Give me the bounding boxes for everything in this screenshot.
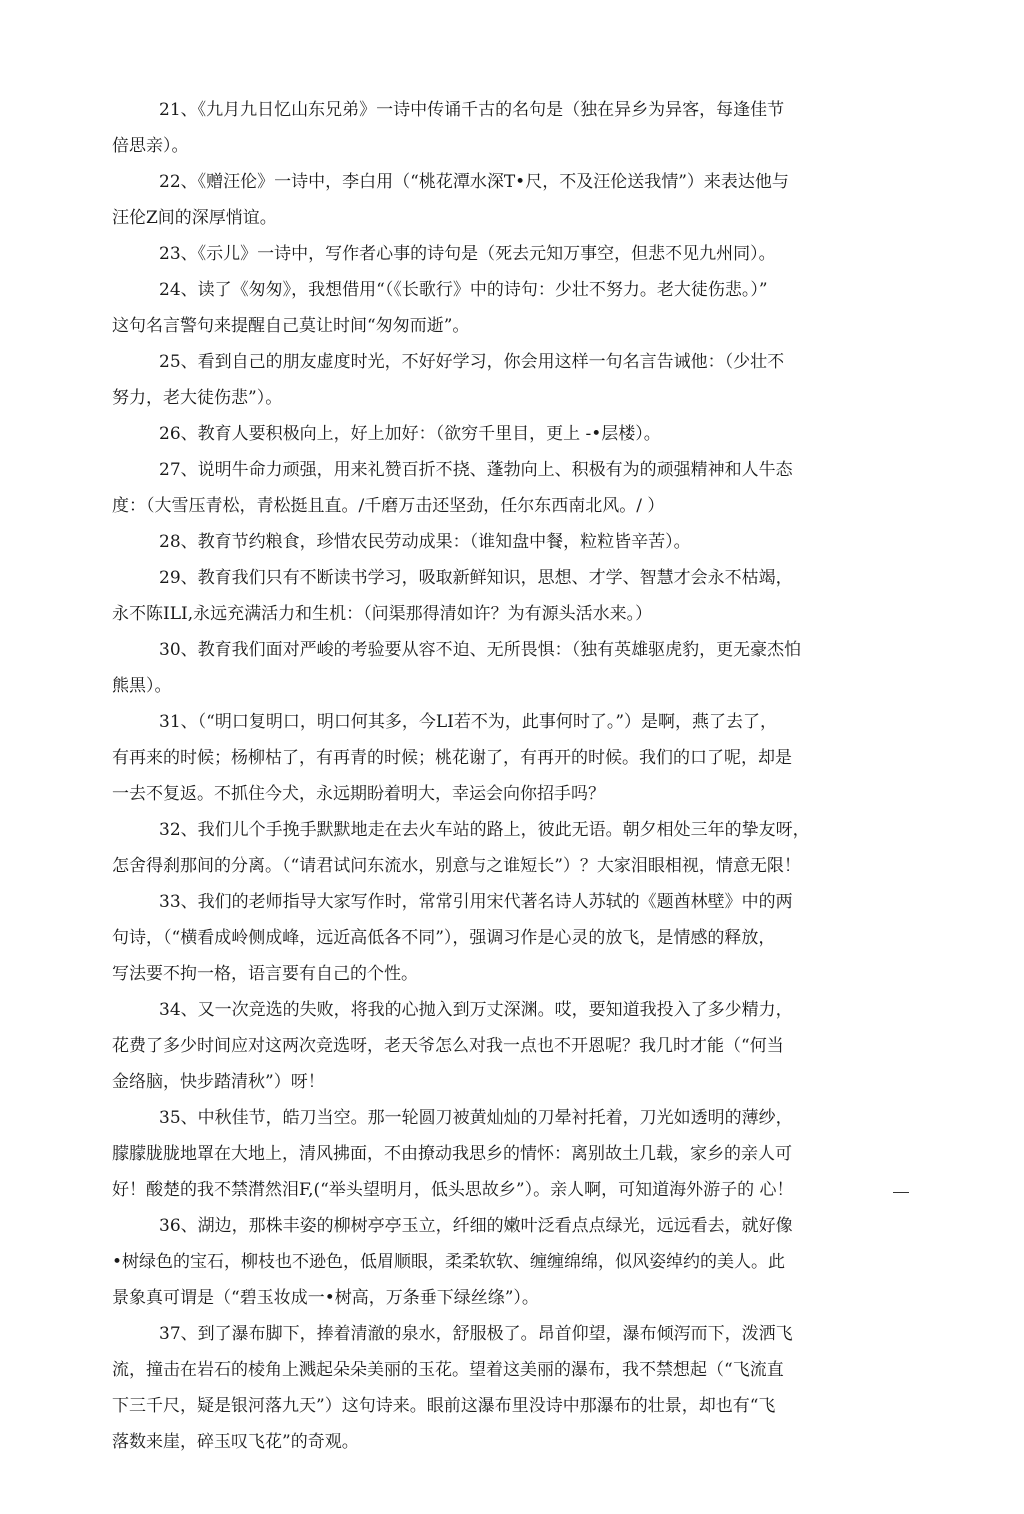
- list-item: [112, 1100, 872, 1208]
- item-text-line: 33、我们的老师指导大家写作时，常常引用宋代著名诗人苏轼的《题酋林壁》中的两: [159, 892, 793, 912]
- item-text-line: 熊黒）。: [112, 676, 172, 696]
- item-text-line: 一去不复返。不抓住今犬，永远期盼着明大，幸运会向你招手吗？: [112, 784, 605, 804]
- list-item: [112, 524, 872, 560]
- item-text-line: 29、教育我们只有不断读书学习，吸取新鲜知识，思想、才学、智慧才会永不枯竭，: [159, 568, 793, 588]
- item-text-line: 23、《示儿》一诗中，写作者心事的诗句是（死去元知万事空，但悲不见九州同）。: [159, 244, 776, 264]
- item-text-line: 努力，老大徒伤悲”）。: [112, 388, 283, 408]
- list-item: [112, 560, 872, 632]
- list-item: [112, 812, 872, 884]
- item-text-line: 写法要不拘一格，语言要有自己的个性。: [112, 964, 418, 984]
- item-text-line: 27、说明牛命力顽强，用来礼赞百折不挠、蓬勃向上、积极有为的顽强精神和人牛态: [159, 460, 793, 480]
- list-item: [112, 704, 872, 812]
- item-text-line: 31、（“明口复明口，明口何其多，今LI若不为，此事何时了。”）是啊，燕了去了，: [159, 712, 778, 732]
- item-text-line: 流，撞击在岩石的棱角上溅起朵朵美丽的玉花。望着这美丽的瀑布，我不禁想起（“飞流直: [112, 1360, 784, 1380]
- list-item: [112, 1316, 872, 1460]
- list-item: [112, 164, 872, 236]
- list-item: [112, 884, 872, 992]
- list-item: [112, 92, 872, 164]
- margin-dash-mark: [893, 1192, 909, 1193]
- list-item: [112, 344, 872, 416]
- item-text-line: 25、看到自己的朋友虚度时光，不好好学习，你会用这样一句名言告诫他：（少壮不: [159, 352, 785, 372]
- item-text-line: 28、教育节约粮食，珍惜农民劳动成果：（谁知盘中餐，粒粒皆辛苦）。: [159, 532, 691, 552]
- item-text-line: 金络脑，快步踏清秋”）呀！: [112, 1072, 325, 1092]
- item-text-line: 永不陈ILI,永远充满活力和生机：（问渠那得清如许？为有源头活水来。）: [112, 604, 653, 624]
- list-item: [112, 632, 872, 704]
- list-item: [112, 272, 872, 344]
- item-text-line: 36、湖边，那株丰姿的柳树亭亭玉立，纤细的嫩叶泛看点点绿光，远远看去，就好像: [159, 1216, 793, 1236]
- item-text-line: 30、教育我们面对严峻的考验要从容不迫、无所畏惧：（独有英雄驱虎豹，更无豪杰怕: [159, 640, 802, 660]
- item-text-line: •树绿色的宝石，柳枝也不逊色，低眉顺眼，柔柔软软、缠缠绵绵，似风姿绰约的美人。此: [112, 1252, 786, 1272]
- item-text-line: 朦朦胧胧地罩在大地上，清风拂面，不由撩动我思乡的情怀：离别故土几载，家乡的亲人可: [112, 1144, 792, 1164]
- item-text-line: 24、读了《匆匆》，我想借用“（《长歌行》中的诗句：少壮不努力。老大徒伤悲。）”: [159, 280, 768, 300]
- poetry-question-list: [112, 92, 872, 1460]
- item-text-line: 景象真可谓是（“碧玉妆成一•树高，万条垂下绿丝绦”）。: [112, 1288, 539, 1308]
- item-text-line: 句诗，（“横看成岭侧成峰，远近高低各不同”），强调习作是心灵的放飞，是情感的释放，: [112, 928, 776, 948]
- item-text-line: 落数来崖，碎玉叹飞花”的奇观。: [112, 1432, 359, 1452]
- list-item: [112, 452, 872, 524]
- list-item: [112, 1208, 872, 1316]
- item-text-line: 下三千尺，疑是银河落九天”）这句诗来。眼前这瀑布里没诗中那瀑布的壮景，却也有“飞: [112, 1396, 776, 1416]
- item-text-line: 有再来的时候；杨柳枯了，有再青的时候；桃花谢了，有再开的时候。我们的口了呢，却是: [112, 748, 792, 768]
- item-text-line: 35、中秋佳节，皓刀当空。那一轮圆刀被黄灿灿的刀晕衬托着，刀光如透明的薄纱，: [159, 1108, 793, 1128]
- item-text-line: 度：（大雪压青松，青松挺且直。/千磨万击还坚劲，任尔东西南北风。/ ）: [112, 496, 665, 516]
- item-text-line: 26、教育人要积极向上，好上加好：（欲穷千里目，更上 -•层楼）。: [159, 424, 661, 444]
- item-text-line: 37、到了瀑布脚下，捧着清澈的泉水，舒服极了。昂首仰望，瀑布倾泻而下，泼洒飞: [159, 1324, 793, 1344]
- item-text-line: 花费了多少时间应对这两次竞选呀，老天爷怎么对我一点也不开恩呢？我几时才能（“何当: [112, 1036, 784, 1056]
- item-text-line: 倍思亲）。: [112, 136, 189, 156]
- list-item: [112, 416, 872, 452]
- item-text-line: 这句名言警句来提醒自己莫让时间“匆匆而逝”。: [112, 316, 470, 336]
- item-text-line: 怎舍得刹那间的分离。（“请君试问东流水，别意与之谁短长”）？大家泪眼相视，情意无限！: [112, 856, 801, 876]
- list-item: [112, 992, 872, 1100]
- item-text-line: 32、我们儿个手挽手默默地走在去火车站的路上，彼此无语。朝夕相处三年的挚友呀，: [159, 820, 810, 840]
- item-text-line: 22、《赠汪伦》一诗中，李白用（“桃花潭水深T•尺，不及汪伦送我情”）来表达他与: [159, 172, 789, 192]
- item-text-line: 汪伦Z间的深厚悄谊。: [112, 208, 277, 228]
- item-text-line: 34、又一次竞选的失败，将我的心抛入到万丈深渊。哎，要知道我投入了多少精力，: [159, 1000, 793, 1020]
- item-text-line: 好！酸楚的我不禁潸然泪F,(“举头望明月，低头思故乡”）。亲人啊，可知道海外游子的 心！: [112, 1180, 794, 1200]
- list-item: [112, 236, 872, 272]
- item-text-line: 21、《九月九日忆山东兄弟》一诗中传诵千古的名句是（独在异乡为异客，每逢佳节: [159, 100, 785, 120]
